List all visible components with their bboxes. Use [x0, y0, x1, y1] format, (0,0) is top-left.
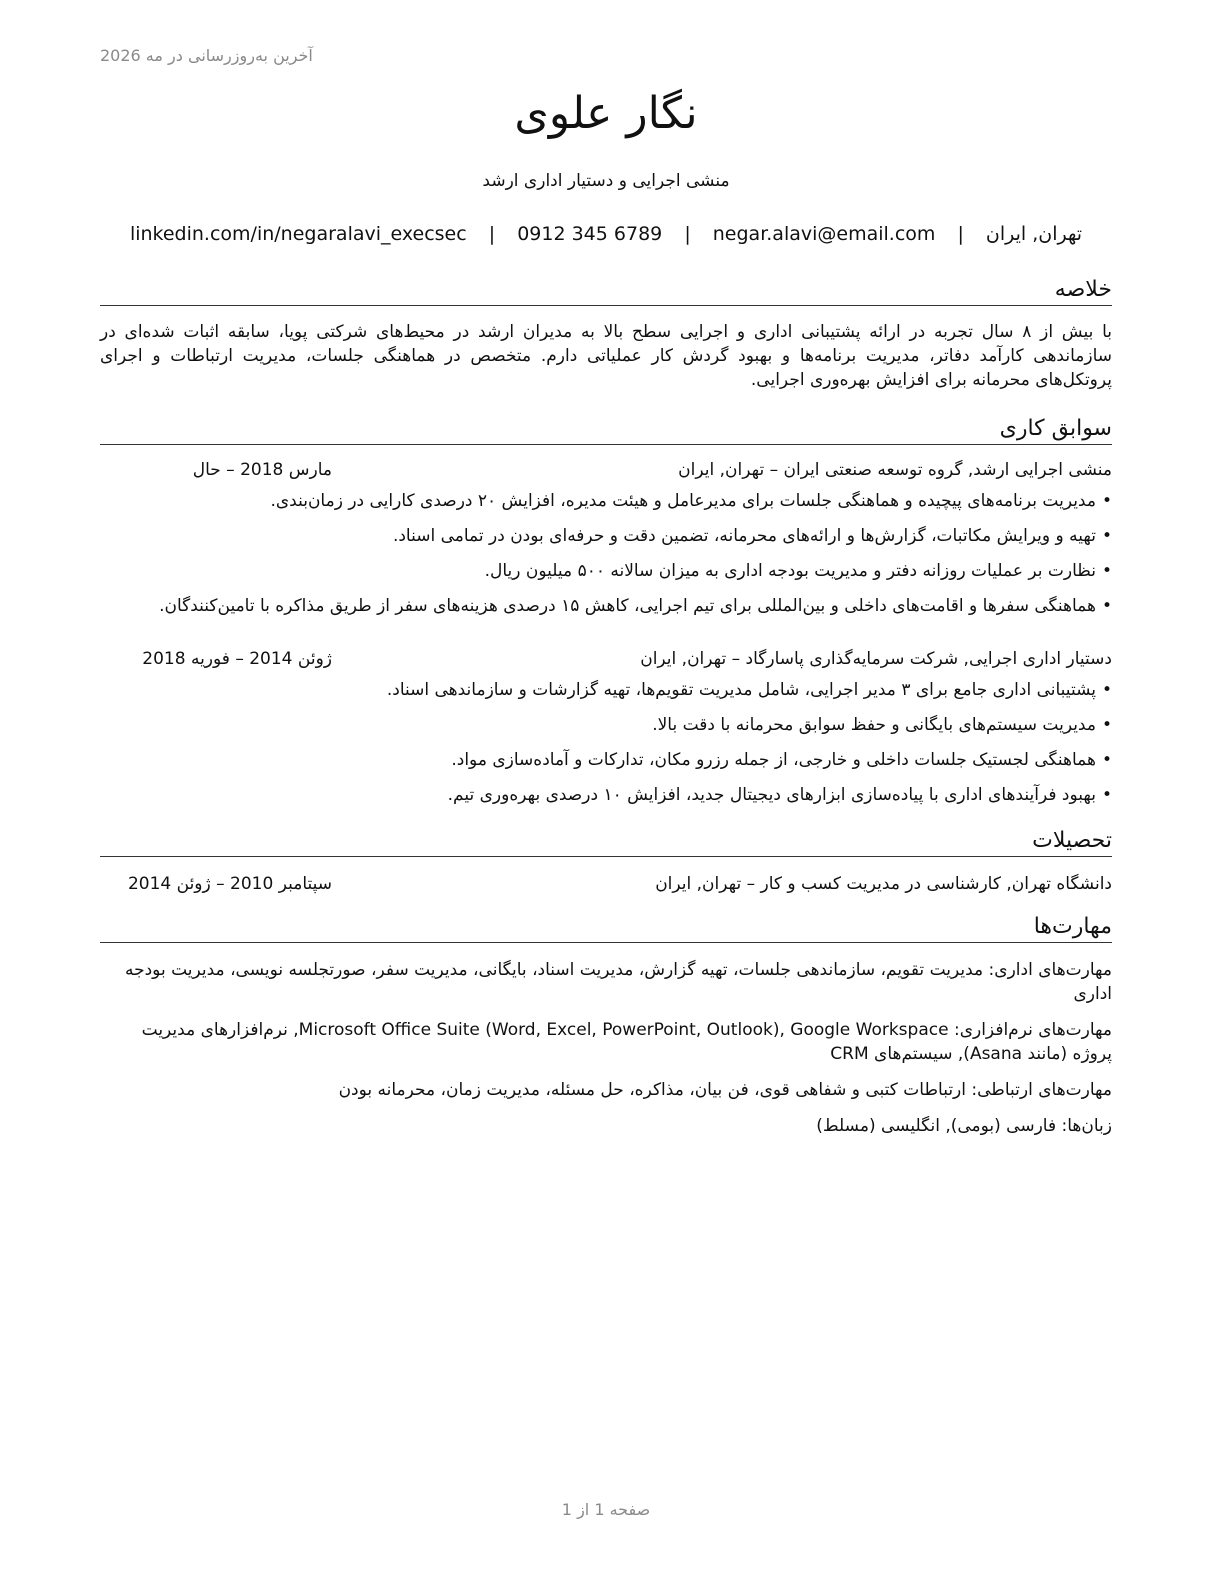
skill-row-software: مهارت‌های نرم‌افزاری: Microsoft Office Suite (Word, Excel, PowerPoint, Outlook), Google Workspace, نرم‌افزارهای مدیریت پروژه (مانند Asana), سیستم‌های CRM — [141, 1020, 1112, 1064]
job-role: دستیار اداری اجرایی, شرکت سرمایه‌گذاری پاسارگاد – تهران, ایران — [640, 649, 1112, 669]
education-degree: دانشگاه تهران, کارشناسی در مدیریت کسب و کار – تهران, ایران — [655, 874, 1112, 894]
contact-separator: | — [488, 223, 496, 245]
candidate-title: منشی اجرایی و دستیار اداری ارشد — [482, 171, 730, 191]
section-title-education: تحصیلات — [100, 827, 1112, 857]
job-dates: مارس 2018 – حال — [192, 460, 332, 480]
candidate-name: نگار علوی — [514, 88, 698, 139]
skills-list — [100, 958, 1112, 1150]
list-item: •تهیه و ویرایش مکاتبات، گزارش‌ها و ارائه‌های محرمانه، تضمین دقت و حرفه‌ای بودن در تمامی اسناد. — [392, 526, 1112, 546]
job-bullets — [90, 678, 1112, 818]
contact-separator: | — [684, 223, 691, 245]
list-item: •هماهنگی لجستیک جلسات داخلی و خارجی، از جمله رزرو مکان، تدارکات و آماده‌سازی مواد. — [451, 750, 1112, 770]
education-dates: سپتامبر 2010 – ژوئن 2014 — [127, 874, 332, 894]
contact-email[interactable]: negar.alavi@email.com — [712, 223, 936, 245]
section-title-experience: سوابق کاری — [100, 415, 1112, 445]
contact-separator: | — [957, 223, 964, 245]
list-item: •مدیریت برنامه‌های پیچیده و هماهنگی جلسات برای مدیرعامل و هیئت مدیره، افزایش ۲۰ درصدی کارایی در زمان‌بندی. — [270, 491, 1112, 511]
section-title-summary: خلاصه — [100, 276, 1112, 306]
contact-location: تهران, ایران — [985, 223, 1083, 245]
contact-linkedin[interactable]: linkedin.com/in/negaralavi_execsec — [129, 223, 467, 245]
skill-row-administrative: مهارت‌های اداری: مدیریت تقویم، سازماندهی جلسات، تهیه گزارش، مدیریت اسناد، بایگانی، مدیریت سفر، صورتجلسه نویسی، مدیریت بودجه اداری — [124, 960, 1112, 1004]
contact-line — [100, 223, 1112, 245]
list-item: •پشتیبانی اداری جامع برای ۳ مدیر اجرایی، شامل مدیریت تقویم‌ها، تهیه گزارشات و سازماندهی اسناد. — [386, 680, 1112, 700]
page-number: صفحه 1 از 1 — [561, 1500, 651, 1519]
list-item: •بهبود فرآیندهای اداری با پیاده‌سازی ابزارهای دیجیتال جدید، افزایش ۱۰ درصدی بهره‌وری تیم. — [447, 785, 1112, 805]
contact-phone: 0912 345 6789 — [517, 223, 663, 245]
summary-text: با بیش از ۸ سال تجربه در ارائه پشتیبانی اداری و اجرایی سطح بالا به مدیران ارشد در محیط‌های شرکتی پویا، سابقه اثبات شده‌ای در سازماندهی کارآمد دفاتر، مدیریت برنامه‌ها و بهبود گردش کار عملیاتی دارم. متخصص در هماهنگی جلسات، مدیریت ارتباطات و اجرای پروتکل‌های محرمانه برای افزایش بهره‌وری اجرایی. — [100, 322, 1112, 390]
last-updated: آخرین به‌روزرسانی در مه 2026 — [100, 46, 313, 65]
job-role: منشی اجرایی ارشد, گروه توسعه صنعتی ایران – تهران, ایران — [678, 460, 1112, 480]
section-title-skills: مهارت‌ها — [100, 913, 1112, 943]
resume-page — [100, 0, 1112, 1584]
job-bullets — [90, 489, 1112, 629]
list-item: •مدیریت سیستم‌های بایگانی و حفظ سوابق محرمانه با دقت بالا. — [652, 715, 1112, 735]
skill-row-communication: مهارت‌های ارتباطی: ارتباطات کتبی و شفاهی قوی، فن بیان، مذاکره، حل مسئله، مدیریت زمان، محرمانه بودن — [338, 1080, 1112, 1100]
job-dates: ژوئن 2014 – فوریه 2018 — [142, 649, 332, 669]
list-item: •نظارت بر عملیات روزانه دفتر و مدیریت بودجه اداری به میزان سالانه ۵۰۰ میلیون ریال. — [484, 561, 1112, 581]
list-item: •هماهنگی سفرها و اقامت‌های داخلی و بین‌المللی برای تیم اجرایی، کاهش ۱۵ درصدی هزینه‌های سفر از طریق مذاکره با تامین‌کنندگان. — [159, 596, 1112, 616]
skill-row-languages: زبان‌ها: فارسی (بومی), انگلیسی (مسلط) — [816, 1116, 1112, 1136]
